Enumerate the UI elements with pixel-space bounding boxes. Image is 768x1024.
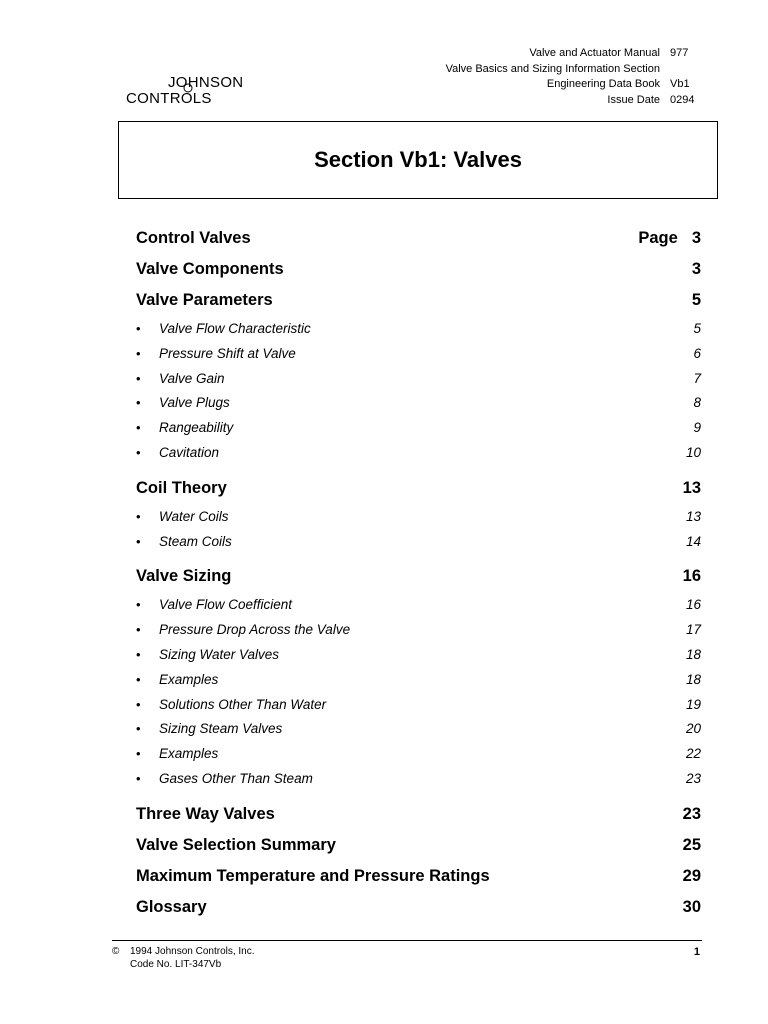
bullet-icon: •: [136, 721, 141, 737]
toc-entry[interactable]: [136, 831, 701, 862]
toc-entry-title: Glossary: [136, 897, 207, 916]
toc-entry[interactable]: [136, 255, 701, 286]
toc-subentry-page: 17: [685, 622, 701, 638]
toc-entry[interactable]: [136, 562, 701, 593]
table-of-contents: [136, 224, 701, 924]
toc-entry-page: 5: [691, 291, 701, 309]
toc-subentry[interactable]: [136, 593, 701, 618]
toc-subentry-page: 6: [693, 345, 701, 361]
toc-subentry[interactable]: [136, 767, 701, 792]
page-number: 1: [693, 946, 700, 958]
toc-entry[interactable]: [136, 474, 701, 505]
toc-subentry-title: Sizing Water Valves: [159, 646, 280, 662]
toc-subentry-page: 23: [685, 770, 701, 786]
bullet-icon: •: [136, 370, 141, 386]
toc-entry[interactable]: [136, 893, 701, 924]
toc-subentry-page: 9: [693, 420, 701, 436]
bullet-icon: •: [136, 646, 141, 662]
johnson-controls-logo: [126, 73, 256, 105]
toc-subentry[interactable]: [136, 668, 701, 693]
toc-subentry-title: Valve Flow Characteristic: [159, 321, 311, 336]
header-row: [446, 46, 696, 62]
toc-entry-title: Three Way Valves: [136, 804, 275, 823]
toc-entry[interactable]: [136, 286, 701, 317]
toc-entry[interactable]: [136, 862, 701, 893]
bullet-icon: •: [136, 533, 141, 549]
toc-subentry-title: Sizing Steam Valves: [159, 721, 283, 737]
toc-subentry[interactable]: [136, 505, 701, 530]
header-row: [446, 62, 696, 78]
toc-subentry-title: Water Coils: [159, 508, 229, 524]
toc-subentry-title: Gases Other Than Steam: [159, 770, 313, 786]
toc-subentry-title: Examples: [159, 746, 219, 762]
logo-line-1: JOHNSON: [168, 74, 244, 91]
toc-subentry-page: 22: [685, 746, 701, 762]
toc-subentry-page: 13: [685, 508, 701, 524]
header-label: Valve Basics and Sizing Information Section: [445, 62, 660, 75]
toc-subentry-page: 5: [693, 321, 701, 336]
toc-subentry[interactable]: [136, 342, 701, 367]
section-title-box: [118, 121, 718, 199]
toc-subentry-title: Pressure Shift at Valve: [159, 345, 296, 361]
copyright-text: 1994 Johnson Controls, Inc.: [130, 946, 255, 957]
toc-subentry-title: Pressure Drop Across the Valve: [159, 622, 351, 638]
toc-entry-page: 13: [682, 478, 701, 497]
toc-subentry-title: Examples: [159, 671, 219, 687]
bullet-icon: •: [136, 696, 141, 712]
bullet-icon: •: [136, 746, 141, 762]
toc-entry-page: 3: [691, 260, 701, 278]
header-value: Vb1: [670, 78, 690, 90]
toc-entry-page: 29: [682, 866, 701, 885]
toc-subentry-page: 7: [693, 370, 701, 386]
bullet-icon: •: [136, 420, 141, 436]
bullet-icon: •: [136, 345, 141, 361]
logo-graphic: [126, 73, 256, 105]
toc-subentry-page: 16: [685, 597, 701, 613]
footer-divider: [112, 940, 702, 941]
header-label: Issue Date: [607, 93, 660, 106]
toc-subentry-page: 20: [685, 721, 701, 737]
toc-subentry[interactable]: [136, 717, 701, 742]
toc-entry-page: 16: [682, 567, 701, 586]
header-value: 977: [670, 47, 689, 59]
toc-subentry[interactable]: [136, 742, 701, 767]
header-label: Engineering Data Book: [546, 78, 660, 90]
bullet-icon: •: [136, 508, 141, 524]
toc-subentry-title: Rangeability: [159, 420, 234, 436]
toc-entry-page: 3: [691, 229, 701, 247]
toc-entry-title: Control Valves: [136, 229, 251, 247]
section-title: Section Vb1: Valves: [314, 147, 522, 172]
toc-subentry-page: 8: [693, 395, 701, 411]
bullet-icon: •: [136, 622, 141, 638]
logo-line-2: CONTROLS: [126, 90, 212, 105]
toc-subentry[interactable]: [136, 317, 701, 342]
code-number: Code No. LIT-347Vb: [130, 959, 222, 970]
toc-entry-title: Valve Components: [136, 260, 284, 278]
toc-subentry-page: 10: [685, 444, 701, 460]
toc-entry-page: 30: [682, 897, 701, 916]
toc-entry-title: Coil Theory: [136, 478, 227, 497]
toc-subentry[interactable]: [136, 441, 701, 466]
toc-subentry-title: Valve Plugs: [159, 395, 230, 411]
bullet-icon: •: [136, 671, 141, 687]
copyright-line: [112, 945, 702, 958]
toc-subentry[interactable]: [136, 416, 701, 441]
toc-subentry-title: Solutions Other Than Water: [159, 696, 327, 712]
document-header-info: [446, 46, 696, 108]
header-label: Valve and Actuator Manual: [529, 47, 660, 59]
toc-subentry-title: Valve Gain: [159, 370, 225, 386]
toc-subentry-page: 14: [685, 533, 701, 549]
toc-subentry[interactable]: [136, 367, 701, 392]
page-footer: [112, 945, 702, 971]
toc-subentry-page: 18: [685, 646, 701, 662]
toc-subentry-title: Steam Coils: [159, 533, 232, 549]
toc-subentry-page: 19: [685, 696, 701, 712]
toc-subentry[interactable]: [136, 530, 701, 555]
toc-subentry[interactable]: [136, 693, 701, 718]
toc-subentry[interactable]: [136, 618, 701, 643]
toc-entry[interactable]: [136, 224, 701, 255]
toc-entry-page: 23: [682, 804, 701, 823]
header-value: [660, 62, 696, 78]
bullet-icon: •: [136, 597, 141, 613]
bullet-icon: •: [136, 321, 141, 336]
toc-subentry-page: 18: [685, 671, 701, 687]
bullet-icon: •: [136, 444, 141, 460]
header-row: [446, 93, 696, 109]
toc-entry[interactable]: [136, 800, 701, 831]
bullet-icon: •: [136, 770, 141, 786]
toc-page-label: Page: [638, 229, 678, 247]
toc-entry-title: Valve Selection Summary: [136, 835, 336, 854]
toc-subentry-title: Valve Flow Coefficient: [159, 597, 293, 613]
toc-entry-page-group: [638, 224, 701, 252]
toc-entry-title: Maximum Temperature and Pressure Ratings: [136, 866, 490, 885]
toc-entry-title: Valve Sizing: [136, 567, 232, 586]
toc-subentry[interactable]: [136, 391, 701, 416]
toc-entry-page: 25: [682, 835, 701, 854]
toc-subentry[interactable]: [136, 643, 701, 668]
header-value: 0294: [670, 93, 695, 106]
toc-subentry-title: Cavitation: [159, 444, 220, 460]
header-row: [446, 77, 696, 93]
bullet-icon: •: [136, 395, 141, 411]
toc-entry-title: Valve Parameters: [136, 291, 273, 309]
copyright-icon: ©: [112, 946, 120, 957]
